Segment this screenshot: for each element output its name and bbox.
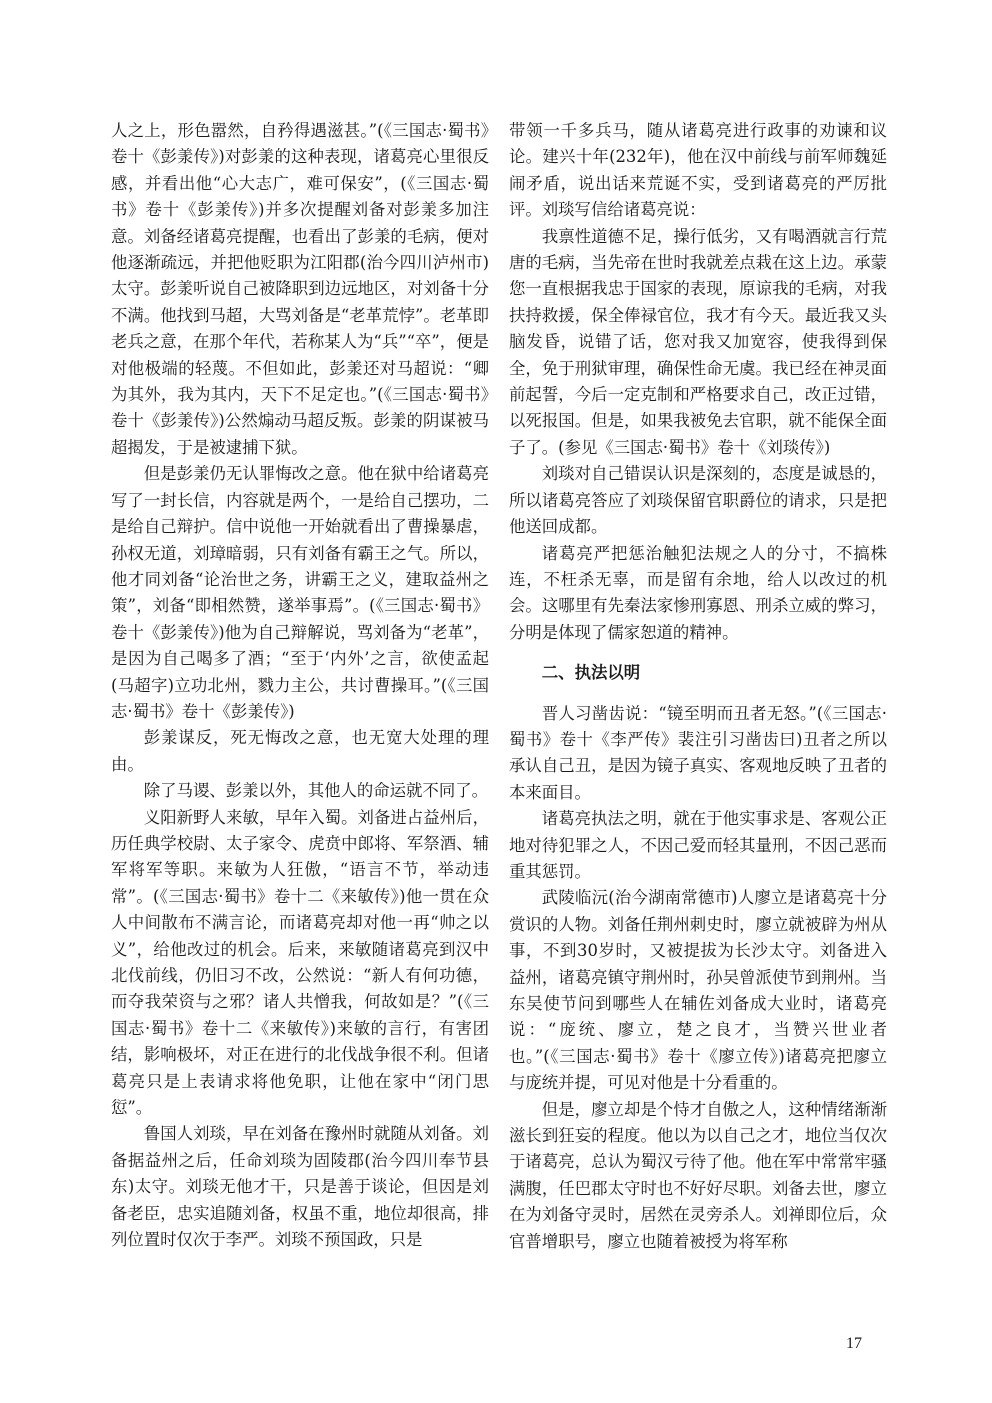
paragraph: 除了马谡、彭羕以外，其他人的命运就不同了。 xyxy=(143,781,488,801)
paragraph: 人之上，形色嚣然，自矜得遇滋甚。”(《三国志·蜀书》卷十《彭羕传》)对彭羕的这种表现，诸葛亮心里很反感，并看出他“心大志广，难可保安”，(《三国志·蜀书》卷十《彭羕传》)并多次提醒刘备对彭羕多加注意。刘备经诸葛亮提醒，也看出了彭羕的毛病，便对他逐渐疏远，并把他贬职为江阳郡(治今四川泸州市)太守。彭羕听说自己被降职到边远地区，对刘备十分不满。他找到马超，大骂刘备是“老革荒悖”。老革即老兵之意，在那个年代，若称某人为“兵”“卒”，便是对他极端的轻蔑。不但如此，彭羕还对马超说：“卿为其外，我为其内，天下不足定也。”(《三国志·蜀书》卷十《彭羕传》)公然煽动马超反叛。彭羕的阴谋被马超揭发，于是被逮捕下狱。 xyxy=(111,121,489,457)
page-number: 17 xyxy=(846,1335,862,1352)
paragraph: 武陵临沅(治今湖南常德市)人廖立是诸葛亮十分赏识的人物。刘备任荆州刺史时，廖立就被辟为州从事，不到30岁时，又被提拔为长沙太守。刘备进入益州，诸葛亮镇守荆州时，孙吴曾派使节到荆州。当东吴使节问到哪些人在辅佐刘备成大业时，诸葛亮说：“庞统、廖立，楚之良才，当赞兴世业者也。”(《三国志·蜀书》卷十《廖立传》)诸葛亮把廖立与庞统并提，可见对他是十分看重的。 xyxy=(509,888,887,1093)
paragraph: 晋人习凿齿说：“镜至明而丑者无怒。”(《三国志·蜀书》卷十《李严传》裴注引习凿齿曰)丑者之所以承认自己丑，是因为镜子真实、客观地反映了丑者的本来面目。 xyxy=(509,703,887,802)
paragraph: 带领一千多兵马，随从诸葛亮进行政事的劝谏和议论。建兴十年(232年)，他在汉中前线与前军师魏延闹矛盾，说出话来荒诞不实，受到诸葛亮的严厉批评。刘琰写信给诸葛亮说： xyxy=(509,121,887,220)
paragraph: 彭羕谋反，死无悔改之意，也无宽大处理的理由。 xyxy=(111,728,489,774)
section-heading: 二、执法以明 xyxy=(541,663,641,683)
paragraph: 诸葛亮执法之明，就在于他实事求是、客观公正地对待犯罪之人，不因己爱而轻其量刑，不因己恶而重其惩罚。 xyxy=(509,809,887,881)
paragraph: 鲁国人刘琰，早在刘备在豫州时就随从刘备。刘备据益州之后，任命刘琰为固陵郡(治今四川奉节县东)太守。刘琰无他才干，只是善于谈论，但因是刘备老臣，忠实追随刘备，权虽不重，地位却很高，排列位置时仅次于李严。刘琰不预国政，只是 xyxy=(111,1124,489,1250)
left-column xyxy=(111,118,489,1253)
paragraph: 诸葛亮严把惩治触犯法规之人的分寸，不搞株连，不枉杀无辜，而是留有余地，给人以改过的机会。这哪里有先秦法家惨刑寡恩、刑杀立威的弊习，分明是体现了儒家恕道的精神。 xyxy=(509,543,887,642)
paragraph: 刘琰对自己错误认识是深刻的，态度是诚恳的，所以诸葛亮答应了刘琰保留官职爵位的请求，只是把他送回成都。 xyxy=(509,464,887,537)
right-column xyxy=(509,118,887,1255)
paragraph: 但是彭羕仍无认罪悔改之意。他在狱中给诸葛亮写了一封长信，内容就是两个，一是给自己摆功，二是给自己辩护。信中说他一开始就看出了曹操暴虐，孙权无道，刘璋暗弱，只有刘备有霸王之气。所以，他才同刘备“论治世之务，讲霸王之义，建取益州之策”，刘备“即相然赞，遂举事焉”。(《三国志·蜀书》卷十《彭羕传》)他为自己辩解说，骂刘备为“老革”，是因为自己喝多了酒；“至于‘内外’之言，欲使孟起(马超字)立功北州，戮力主公，共讨曹操耳。”(《三国志·蜀书》卷十《彭羕传》) xyxy=(111,464,489,721)
paragraph: 但是，廖立却是个恃才自傲之人，这种情绪渐渐滋长到狂妄的程度。他以为以自己之才，地位当仅次于诸葛亮，总认为蜀汉亏待了他。他在军中常常牢骚满腹，任巴郡太守时也不好好尽职。刘备去世，廖立在为刘备守灵时，居然在灵旁杀人。刘禅即位后，众官普增职号，廖立也随着被授为将军称 xyxy=(509,1099,887,1251)
block-quote: 我禀性道德不足，操行低劣，又有喝酒就言行荒唐的毛病，当先帝在世时我就差点栽在这上边。承蒙您一直根据我忠于国家的表现，原谅我的毛病，对我扶持救援，保全俸禄官位，我才有今天。最近我又头脑发昏，说错了话，您对我又加宽容，使我得到保全，免于刑狱审理，确保性命无虞。我已经在神灵面前起誓，今后一定克制和严格要求自己，改正过错，以死报国。但是，如果我被免去官职，就不能保全面子了。(参见《三国志·蜀书》卷十《刘琰传》) xyxy=(509,226,887,457)
paragraph: 义阳新野人来敏，早年入蜀。刘备进占益州后，历任典学校尉、太子家令、虎贲中郎将、军祭酒、辅军将军等职。来敏为人狂傲，“语言不节，举动违常”。(《三国志·蜀书》卷十二《来敏传》)他一贯在众人中间散布不满言论，而诸葛亮却对他一再“帅之以义”，给他改过的机会。后来，来敏随诸葛亮到汉中北伐前线，仍旧习不改，公然说：“新人有何功德，而夺我荣资与之邪？诸人共憎我，何故如是？”(《三国志·蜀书》卷十二《来敏传》)来敏的言行，有害团结，影响极坏，对正在进行的北伐战争很不利。但诸葛亮只是上表请求将他免职，让他在家中“闭门思愆”。 xyxy=(111,807,489,1118)
